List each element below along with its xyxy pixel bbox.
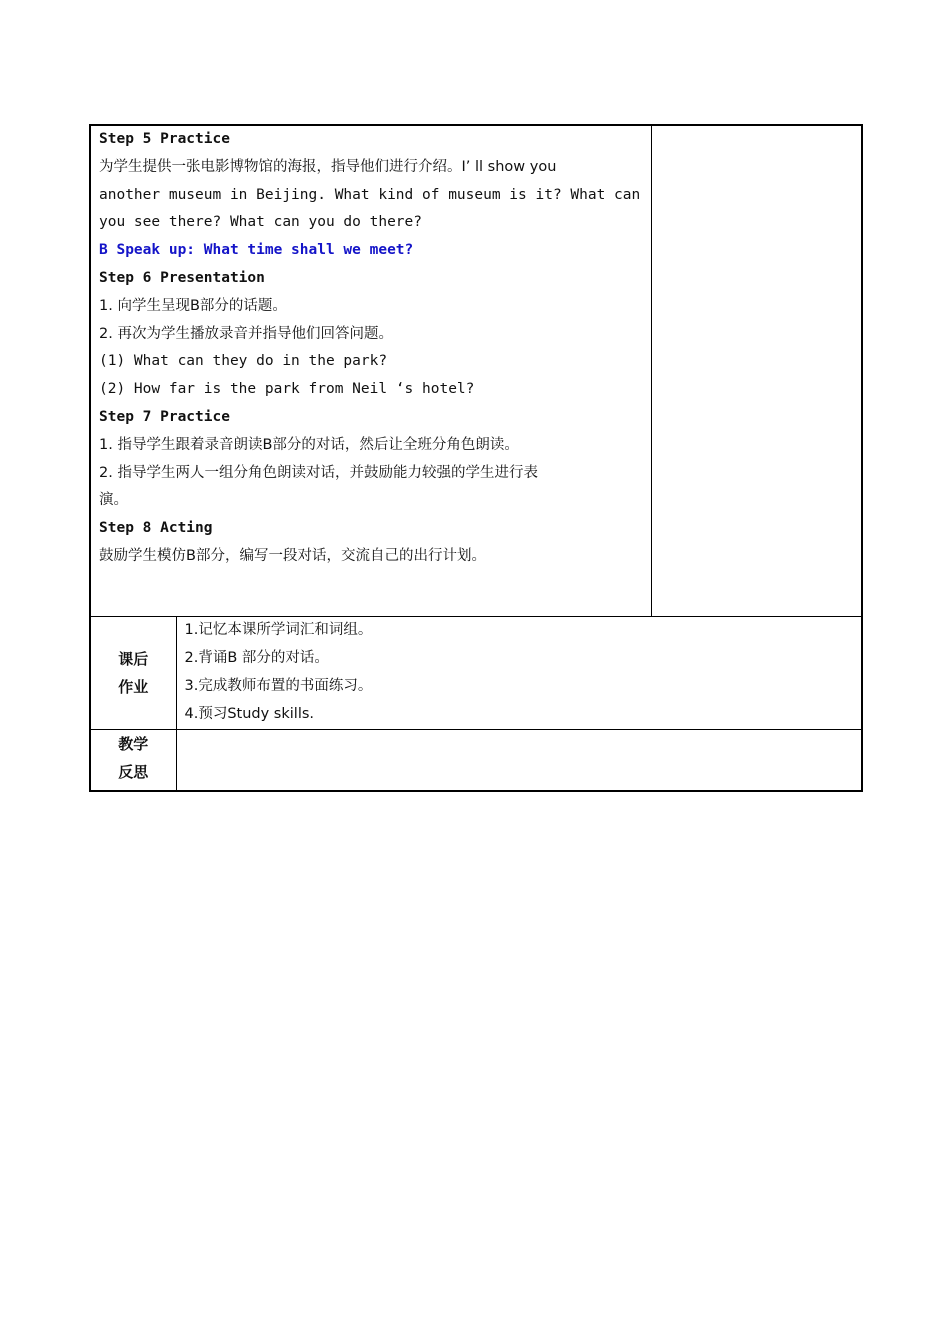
step6-title: Step 6 Presentation <box>99 269 265 286</box>
notes-cell <box>651 125 862 617</box>
step6-line-1: 1. 向学生呈现B部分的话题。 <box>99 297 287 314</box>
step7-line-1: 1. 指导学生跟着录音朗读B部分的对话，然后让全班分角色朗读。 <box>99 436 519 453</box>
step7-line-3: 演。 <box>99 492 128 509</box>
reflection-content <box>176 730 862 792</box>
step6-line-4: (2) How far is the park from Neil ‘s hotel? <box>99 381 475 398</box>
reflection-label-line1: 教学 <box>118 735 149 753</box>
procedure-cell <box>90 125 651 617</box>
reflection-label <box>90 730 176 792</box>
section-b-heading: B Speak up: What time shall we meet? <box>99 242 414 259</box>
reflection-row <box>90 730 862 792</box>
homework-label-line2: 作业 <box>118 678 149 696</box>
step6-line-2: 2. 再次为学生播放录音并指导他们回答问题。 <box>99 325 393 342</box>
homework-item-2: 2.背诵B 部分的对话。 <box>184 650 329 666</box>
step5-line-2: another museum in Beijing. What kind of museum is it? What can <box>99 186 641 203</box>
step5-title: Step 5 Practice <box>99 131 230 147</box>
procedure-row <box>90 125 862 617</box>
homework-item-1: 1.记忆本课所学词汇和词组。 <box>184 622 373 638</box>
homework-item-4: 4.预习Study skills. <box>184 706 315 722</box>
step5-line-1: 为学生提供一张电影博物馆的海报，指导他们进行介绍。I’ ll show you <box>99 158 557 175</box>
homework-label <box>90 617 176 730</box>
homework-content <box>176 617 862 730</box>
step6-line-3: (1) What can they do in the park? <box>99 353 388 370</box>
step7-line-2: 2. 指导学生两人一组分角色朗读对话，并鼓励能力较强的学生进行表 <box>99 464 538 481</box>
step5-line-3: you see there? What can you do there? <box>99 214 423 231</box>
homework-label-line1: 课后 <box>118 650 149 668</box>
homework-item-3: 3.完成教师布置的书面练习。 <box>184 678 373 694</box>
step8-line-1: 鼓励学生模仿B部分，编写一段对话，交流自己的出行计划。 <box>99 547 486 564</box>
lesson-plan-table <box>89 124 863 792</box>
step8-title: Step 8 Acting <box>99 520 213 537</box>
step7-title: Step 7 Practice <box>99 408 230 425</box>
homework-row <box>90 617 862 730</box>
reflection-label-line2: 反思 <box>118 763 149 781</box>
